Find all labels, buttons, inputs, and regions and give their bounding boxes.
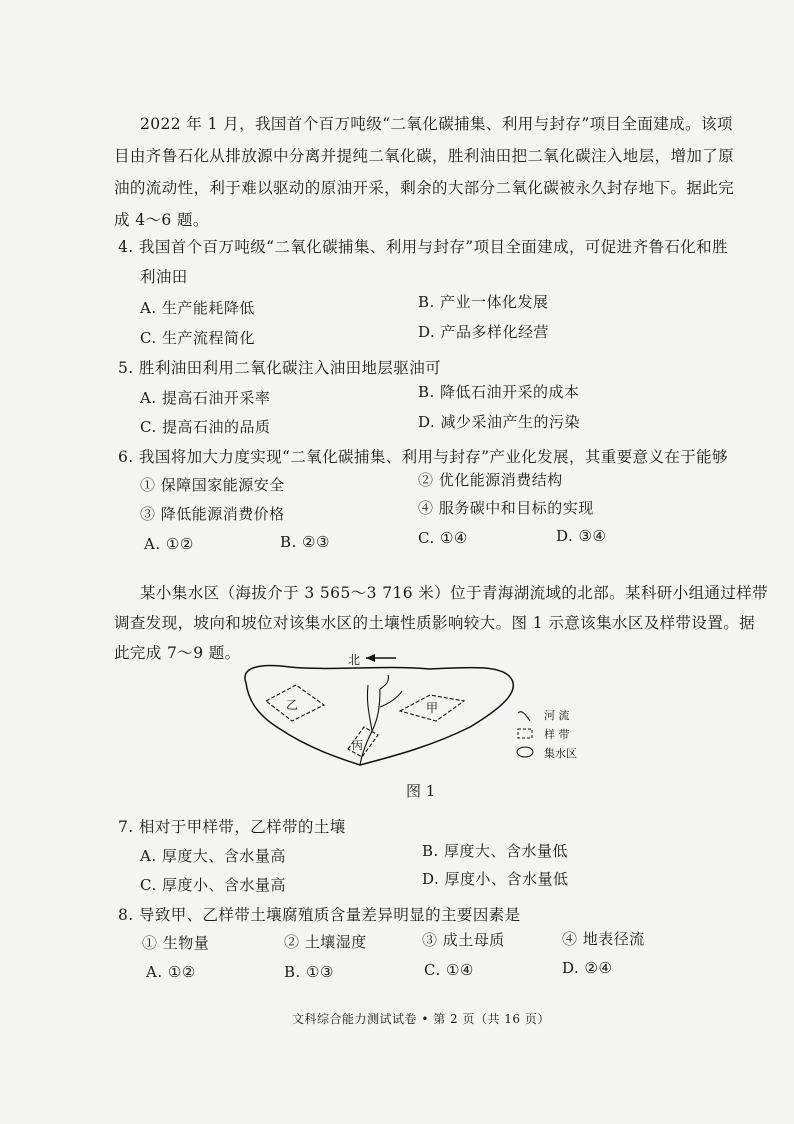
legend-river-label: 河 流 [544,709,570,722]
q8-option-b: B. ①③ [284,963,334,981]
legend-belt-label: 样 带 [544,728,570,741]
q6-item-4: ④ 服务碳中和目标的实现 [418,499,594,517]
question-5-stem: 5. 胜利油田利用二氧化碳注入油田地层驱油可 [118,359,442,377]
q8-item-3: ③ 成土母质 [422,931,505,949]
passage1-line-3: 油的流动性，利于难以驱动的原油开采，剩余的大部分二氧化碳被永久封存地下。据此完 [114,179,735,197]
passage2-line-3: 此完成 7～9 题。 [114,644,241,662]
q6-item-1: ① 保障国家能源安全 [140,476,285,494]
north-arrow-icon [366,654,396,662]
q8-item-2: ② 土壤湿度 [284,933,367,951]
catchment-figure [230,645,610,775]
north-label: 北 [348,653,361,667]
question-7-stem: 7. 相对于甲样带，乙样带的土壤 [118,818,346,836]
q7-option-c: C. 厚度小、含水量高 [140,876,286,894]
q7-option-a: A. 厚度大、含水量高 [140,847,286,865]
figure-caption: 图 1 [406,782,436,800]
catchment-legend-icon [517,747,533,757]
belt-yi-label: 乙 [286,698,299,712]
q6-option-b: B. ②③ [280,533,330,551]
figure-legend [517,708,577,760]
passage1-line-1: 2022 年 1 月，我国首个百万吨级“二氧化碳捕集、利用与封存”项目全面建成。该项 [140,115,733,133]
q4-option-c: C. 生产流程简化 [140,329,255,347]
q5-option-b: B. 降低石油开采的成本 [418,383,580,401]
q8-option-c: C. ①④ [424,961,474,979]
question-4-stem-cont: 利油田 [140,268,188,286]
q5-option-a: A. 提高石油开采率 [140,389,271,407]
q8-option-a: A. ①② [146,963,196,981]
q7-option-d: D. 厚度小、含水量低 [422,870,569,888]
passage1-line-2: 目由齐鲁石化从排放源中分离并提纯二氧化碳，胜利油田把二氧化碳注入地层，增加了原 [114,147,735,165]
q5-option-d: D. 减少采油产生的污染 [418,413,581,431]
legend-catchment-label: 集水区 [544,747,577,760]
q8-item-1: ① 生物量 [142,934,210,952]
q5-option-c: C. 提高石油的品质 [140,418,271,436]
q6-option-d: D. ③④ [556,527,607,545]
question-6-stem: 6. 我国将加大力度实现“二氧化碳捕集、利用与封存”产业化发展，其重要意义在于能够 [118,448,728,466]
q6-option-a: A. ①② [144,535,194,553]
catchment-boundary [245,666,513,765]
question-4-stem: 4. 我国首个百万吨级“二氧化碳捕集、利用与封存”项目全面建成，可促进齐鲁石化和胜 [118,238,728,256]
passage1-line-4: 成 4～6 题。 [114,211,209,229]
q4-option-a: A. 生产能耗降低 [140,299,255,317]
q7-option-b: B. 厚度大、含水量低 [422,842,569,860]
belt-yi [266,685,324,721]
q8-option-d: D. ②④ [562,959,613,977]
q4-option-b: B. 产业一体化发展 [418,293,549,311]
river-legend-icon [518,712,530,721]
q6-item-2: ② 优化能源消费结构 [418,471,563,489]
belt-jia [400,695,464,721]
belt-jia-label: 甲 [426,701,439,715]
q4-option-d: D. 产品多样化经营 [418,323,550,341]
q8-item-4: ④ 地表径流 [562,930,645,948]
q6-option-c: C. ①④ [418,529,468,547]
belt-bing-label: 丙 [352,739,363,752]
q6-item-3: ③ 降低能源消费价格 [140,505,285,523]
page-footer: 文科综合能力测试试卷 • 第 2 页（共 16 页） [292,1012,550,1026]
passage2-line-1: 某小集水区（海拔介于 3 565～3 716 米）位于青海湖流域的北部。某科研小组通过样带 [140,584,769,602]
passage2-line-2: 调查发现，坡向和坡位对该集水区的土壤性质影响较大。图 1 示意该集水区及样带设置。据 [114,614,756,632]
question-8-stem: 8. 导致甲、乙样带土壤腐殖质含量差异明显的主要因素是 [118,906,521,924]
belt-legend-icon [518,729,532,738]
